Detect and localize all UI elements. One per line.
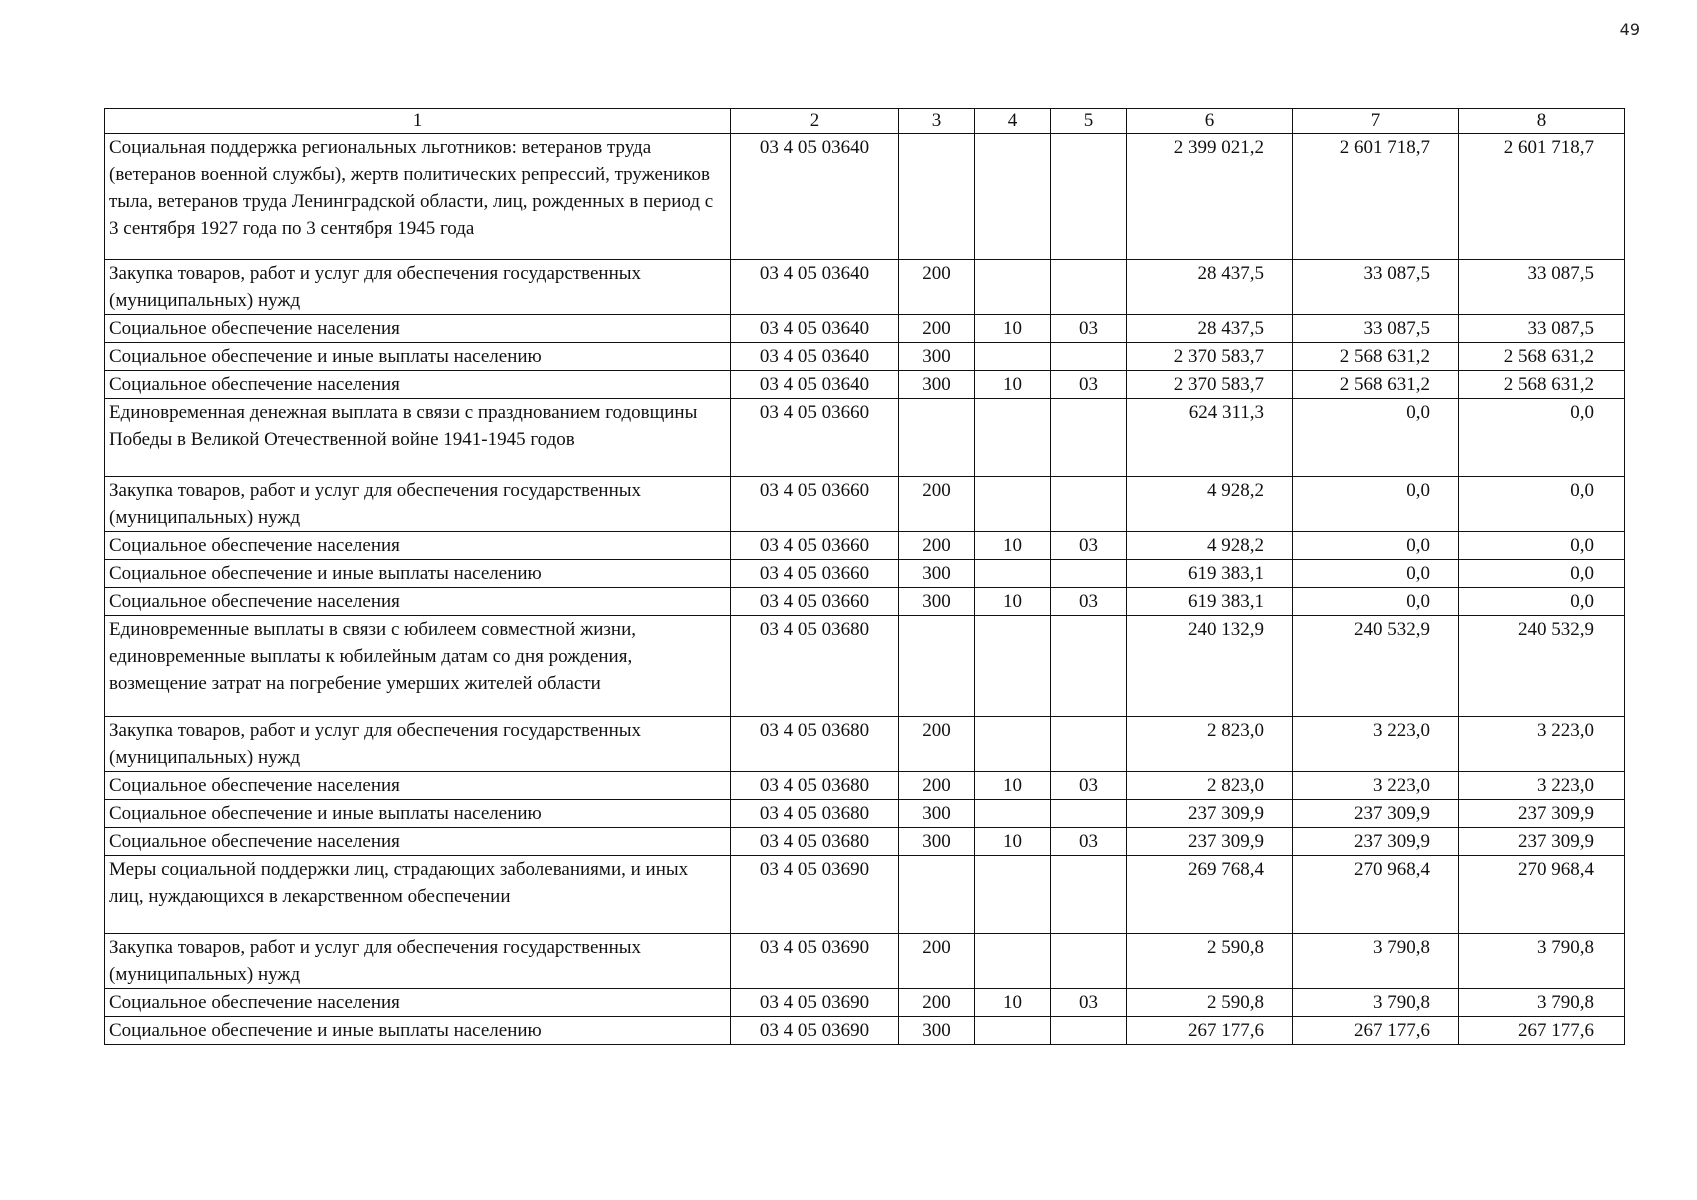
expense-type-cell	[899, 399, 975, 477]
expense-type-cell: 200	[899, 772, 975, 800]
table-row	[105, 532, 1625, 560]
table-row	[105, 399, 1625, 477]
amount-col7-cell: 0,0	[1293, 532, 1459, 560]
section-cell	[975, 560, 1051, 588]
target-article-cell: 03 4 05 03640	[731, 260, 899, 315]
subsection-cell	[1051, 856, 1127, 934]
section-cell: 10	[975, 371, 1051, 399]
section-cell: 10	[975, 588, 1051, 616]
row-name-cell: Закупка товаров, работ и услуг для обеспечения государственных (муниципальных) нужд	[105, 934, 731, 989]
amount-col8-cell: 33 087,5	[1459, 315, 1625, 343]
expense-type-cell: 200	[899, 532, 975, 560]
section-cell	[975, 399, 1051, 477]
subsection-cell	[1051, 934, 1127, 989]
expense-type-cell: 300	[899, 1017, 975, 1045]
subsection-cell: 03	[1051, 315, 1127, 343]
section-cell	[975, 1017, 1051, 1045]
amount-col8-cell: 240 532,9	[1459, 616, 1625, 717]
amount-col6-cell: 28 437,5	[1127, 260, 1293, 315]
amount-col6-cell: 619 383,1	[1127, 588, 1293, 616]
amount-col6-cell: 619 383,1	[1127, 560, 1293, 588]
amount-col6-cell: 2 590,8	[1127, 934, 1293, 989]
target-article-cell: 03 4 05 03640	[731, 315, 899, 343]
page-number: 49	[1619, 20, 1640, 39]
table-row	[105, 1017, 1625, 1045]
table-row	[105, 717, 1625, 772]
amount-col6-cell: 2 370 583,7	[1127, 343, 1293, 371]
target-article-cell: 03 4 05 03680	[731, 616, 899, 717]
target-article-cell: 03 4 05 03640	[731, 134, 899, 260]
amount-col8-cell: 0,0	[1459, 588, 1625, 616]
target-article-cell: 03 4 05 03640	[731, 371, 899, 399]
subsection-cell: 03	[1051, 371, 1127, 399]
row-name-cell: Социальное обеспечение и иные выплаты населению	[105, 800, 731, 828]
amount-col7-cell: 0,0	[1293, 560, 1459, 588]
target-article-cell: 03 4 05 03680	[731, 828, 899, 856]
table-row	[105, 343, 1625, 371]
target-article-cell: 03 4 05 03680	[731, 772, 899, 800]
table-row	[105, 134, 1625, 260]
table-body	[105, 109, 1625, 1045]
row-name-cell: Меры социальной поддержки лиц, страдающих заболеваниями, и иных лиц, нуждающихся в лекарственном обеспечении	[105, 856, 731, 934]
section-cell	[975, 260, 1051, 315]
expense-type-cell: 300	[899, 343, 975, 371]
amount-col7-cell: 3 790,8	[1293, 989, 1459, 1017]
header-row	[105, 109, 1625, 134]
subsection-cell	[1051, 260, 1127, 315]
expense-type-cell: 200	[899, 934, 975, 989]
amount-col6-cell: 2 823,0	[1127, 717, 1293, 772]
amount-col6-cell: 2 370 583,7	[1127, 371, 1293, 399]
expense-type-cell: 200	[899, 477, 975, 532]
target-article-cell: 03 4 05 03640	[731, 343, 899, 371]
amount-col6-cell: 237 309,9	[1127, 800, 1293, 828]
header-cell: 8	[1459, 109, 1625, 134]
amount-col8-cell: 0,0	[1459, 532, 1625, 560]
table-row	[105, 315, 1625, 343]
table-row	[105, 616, 1625, 717]
section-cell	[975, 856, 1051, 934]
amount-col7-cell: 3 223,0	[1293, 772, 1459, 800]
row-name-cell: Социальное обеспечение и иные выплаты населению	[105, 1017, 731, 1045]
expense-type-cell: 300	[899, 588, 975, 616]
amount-col8-cell: 270 968,4	[1459, 856, 1625, 934]
expense-type-cell	[899, 134, 975, 260]
subsection-cell	[1051, 616, 1127, 717]
table-row	[105, 371, 1625, 399]
section-cell	[975, 134, 1051, 260]
amount-col7-cell: 3 790,8	[1293, 934, 1459, 989]
target-article-cell: 03 4 05 03690	[731, 934, 899, 989]
amount-col8-cell: 0,0	[1459, 477, 1625, 532]
amount-col8-cell: 3 790,8	[1459, 934, 1625, 989]
row-name-cell: Социальное обеспечение населения	[105, 828, 731, 856]
header-cell: 3	[899, 109, 975, 134]
row-name-cell: Социальное обеспечение и иные выплаты населению	[105, 560, 731, 588]
section-cell: 10	[975, 532, 1051, 560]
amount-col7-cell: 0,0	[1293, 399, 1459, 477]
header-cell: 5	[1051, 109, 1127, 134]
amount-col6-cell: 2 399 021,2	[1127, 134, 1293, 260]
amount-col7-cell: 3 223,0	[1293, 717, 1459, 772]
row-name-cell: Социальная поддержка региональных льготников: ветеранов труда (ветеранов военной службы), жертв политических репрессий, тружеников тыла, ветеранов труда Ленинградской области, лиц, рожденных в период с 3 сентября 1927 года по 3 сентября 1945 года	[105, 134, 731, 260]
target-article-cell: 03 4 05 03690	[731, 856, 899, 934]
amount-col6-cell: 237 309,9	[1127, 828, 1293, 856]
row-name-cell: Закупка товаров, работ и услуг для обеспечения государственных (муниципальных) нужд	[105, 717, 731, 772]
subsection-cell: 03	[1051, 989, 1127, 1017]
expense-type-cell: 300	[899, 371, 975, 399]
target-article-cell: 03 4 05 03680	[731, 717, 899, 772]
header-cell: 1	[105, 109, 731, 134]
budget-table-container	[104, 108, 1624, 1045]
amount-col8-cell: 267 177,6	[1459, 1017, 1625, 1045]
expense-type-cell: 200	[899, 989, 975, 1017]
header-cell: 7	[1293, 109, 1459, 134]
amount-col6-cell: 269 768,4	[1127, 856, 1293, 934]
section-cell	[975, 477, 1051, 532]
row-name-cell: Социальное обеспечение населения	[105, 532, 731, 560]
table-row	[105, 800, 1625, 828]
amount-col6-cell: 267 177,6	[1127, 1017, 1293, 1045]
table-row	[105, 477, 1625, 532]
amount-col8-cell: 237 309,9	[1459, 828, 1625, 856]
expense-type-cell: 200	[899, 717, 975, 772]
amount-col6-cell: 4 928,2	[1127, 477, 1293, 532]
amount-col6-cell: 4 928,2	[1127, 532, 1293, 560]
amount-col7-cell: 33 087,5	[1293, 260, 1459, 315]
header-cell: 2	[731, 109, 899, 134]
row-name-cell: Единовременная денежная выплата в связи с празднованием годовщины Победы в Великой Отечественной войне 1941-1945 годов	[105, 399, 731, 477]
amount-col7-cell: 2 568 631,2	[1293, 371, 1459, 399]
subsection-cell	[1051, 1017, 1127, 1045]
row-name-cell: Социальное обеспечение населения	[105, 371, 731, 399]
amount-col6-cell: 28 437,5	[1127, 315, 1293, 343]
amount-col8-cell: 0,0	[1459, 399, 1625, 477]
target-article-cell: 03 4 05 03660	[731, 532, 899, 560]
amount-col7-cell: 2 601 718,7	[1293, 134, 1459, 260]
subsection-cell: 03	[1051, 828, 1127, 856]
row-name-cell: Социальное обеспечение населения	[105, 772, 731, 800]
expense-type-cell: 300	[899, 800, 975, 828]
amount-col8-cell: 237 309,9	[1459, 800, 1625, 828]
section-cell: 10	[975, 828, 1051, 856]
subsection-cell	[1051, 717, 1127, 772]
table-row	[105, 260, 1625, 315]
subsection-cell: 03	[1051, 588, 1127, 616]
amount-col8-cell: 3 223,0	[1459, 717, 1625, 772]
amount-col8-cell: 3 223,0	[1459, 772, 1625, 800]
row-name-cell: Закупка товаров, работ и услуг для обеспечения государственных (муниципальных) нужд	[105, 260, 731, 315]
expense-type-cell	[899, 856, 975, 934]
subsection-cell	[1051, 560, 1127, 588]
amount-col8-cell: 33 087,5	[1459, 260, 1625, 315]
section-cell	[975, 934, 1051, 989]
table-row	[105, 828, 1625, 856]
amount-col8-cell: 2 568 631,2	[1459, 371, 1625, 399]
table-row	[105, 772, 1625, 800]
amount-col7-cell: 270 968,4	[1293, 856, 1459, 934]
table-row	[105, 989, 1625, 1017]
target-article-cell: 03 4 05 03680	[731, 800, 899, 828]
row-name-cell: Социальное обеспечение и иные выплаты населению	[105, 343, 731, 371]
section-cell: 10	[975, 772, 1051, 800]
amount-col7-cell: 2 568 631,2	[1293, 343, 1459, 371]
subsection-cell	[1051, 800, 1127, 828]
subsection-cell	[1051, 134, 1127, 260]
expense-type-cell: 200	[899, 260, 975, 315]
amount-col7-cell: 0,0	[1293, 588, 1459, 616]
amount-col6-cell: 240 132,9	[1127, 616, 1293, 717]
target-article-cell: 03 4 05 03690	[731, 989, 899, 1017]
amount-col7-cell: 240 532,9	[1293, 616, 1459, 717]
header-cell: 6	[1127, 109, 1293, 134]
amount-col8-cell: 0,0	[1459, 560, 1625, 588]
target-article-cell: 03 4 05 03690	[731, 1017, 899, 1045]
row-name-cell: Социальное обеспечение населения	[105, 989, 731, 1017]
amount-col7-cell: 0,0	[1293, 477, 1459, 532]
budget-table	[104, 108, 1625, 1045]
expense-type-cell: 200	[899, 315, 975, 343]
amount-col8-cell: 2 601 718,7	[1459, 134, 1625, 260]
amount-col8-cell: 2 568 631,2	[1459, 343, 1625, 371]
subsection-cell	[1051, 477, 1127, 532]
subsection-cell	[1051, 343, 1127, 371]
amount-col6-cell: 2 590,8	[1127, 989, 1293, 1017]
table-row	[105, 560, 1625, 588]
row-name-cell: Единовременные выплаты в связи с юбилеем совместной жизни, единовременные выплаты к юбилейным датам со дня рождения, возмещение затрат на погребение умерших жителей области	[105, 616, 731, 717]
table-row	[105, 856, 1625, 934]
row-name-cell: Социальное обеспечение населения	[105, 588, 731, 616]
expense-type-cell: 300	[899, 828, 975, 856]
amount-col7-cell: 237 309,9	[1293, 800, 1459, 828]
target-article-cell: 03 4 05 03660	[731, 477, 899, 532]
amount-col8-cell: 3 790,8	[1459, 989, 1625, 1017]
target-article-cell: 03 4 05 03660	[731, 399, 899, 477]
amount-col6-cell: 2 823,0	[1127, 772, 1293, 800]
amount-col6-cell: 624 311,3	[1127, 399, 1293, 477]
header-cell: 4	[975, 109, 1051, 134]
table-row	[105, 934, 1625, 989]
expense-type-cell	[899, 616, 975, 717]
row-name-cell: Социальное обеспечение населения	[105, 315, 731, 343]
section-cell	[975, 616, 1051, 717]
target-article-cell: 03 4 05 03660	[731, 588, 899, 616]
target-article-cell: 03 4 05 03660	[731, 560, 899, 588]
section-cell	[975, 717, 1051, 772]
section-cell: 10	[975, 989, 1051, 1017]
amount-col7-cell: 267 177,6	[1293, 1017, 1459, 1045]
section-cell	[975, 343, 1051, 371]
amount-col7-cell: 237 309,9	[1293, 828, 1459, 856]
subsection-cell	[1051, 399, 1127, 477]
expense-type-cell: 300	[899, 560, 975, 588]
amount-col7-cell: 33 087,5	[1293, 315, 1459, 343]
subsection-cell: 03	[1051, 532, 1127, 560]
row-name-cell: Закупка товаров, работ и услуг для обеспечения государственных (муниципальных) нужд	[105, 477, 731, 532]
section-cell: 10	[975, 315, 1051, 343]
table-row	[105, 588, 1625, 616]
subsection-cell: 03	[1051, 772, 1127, 800]
section-cell	[975, 800, 1051, 828]
